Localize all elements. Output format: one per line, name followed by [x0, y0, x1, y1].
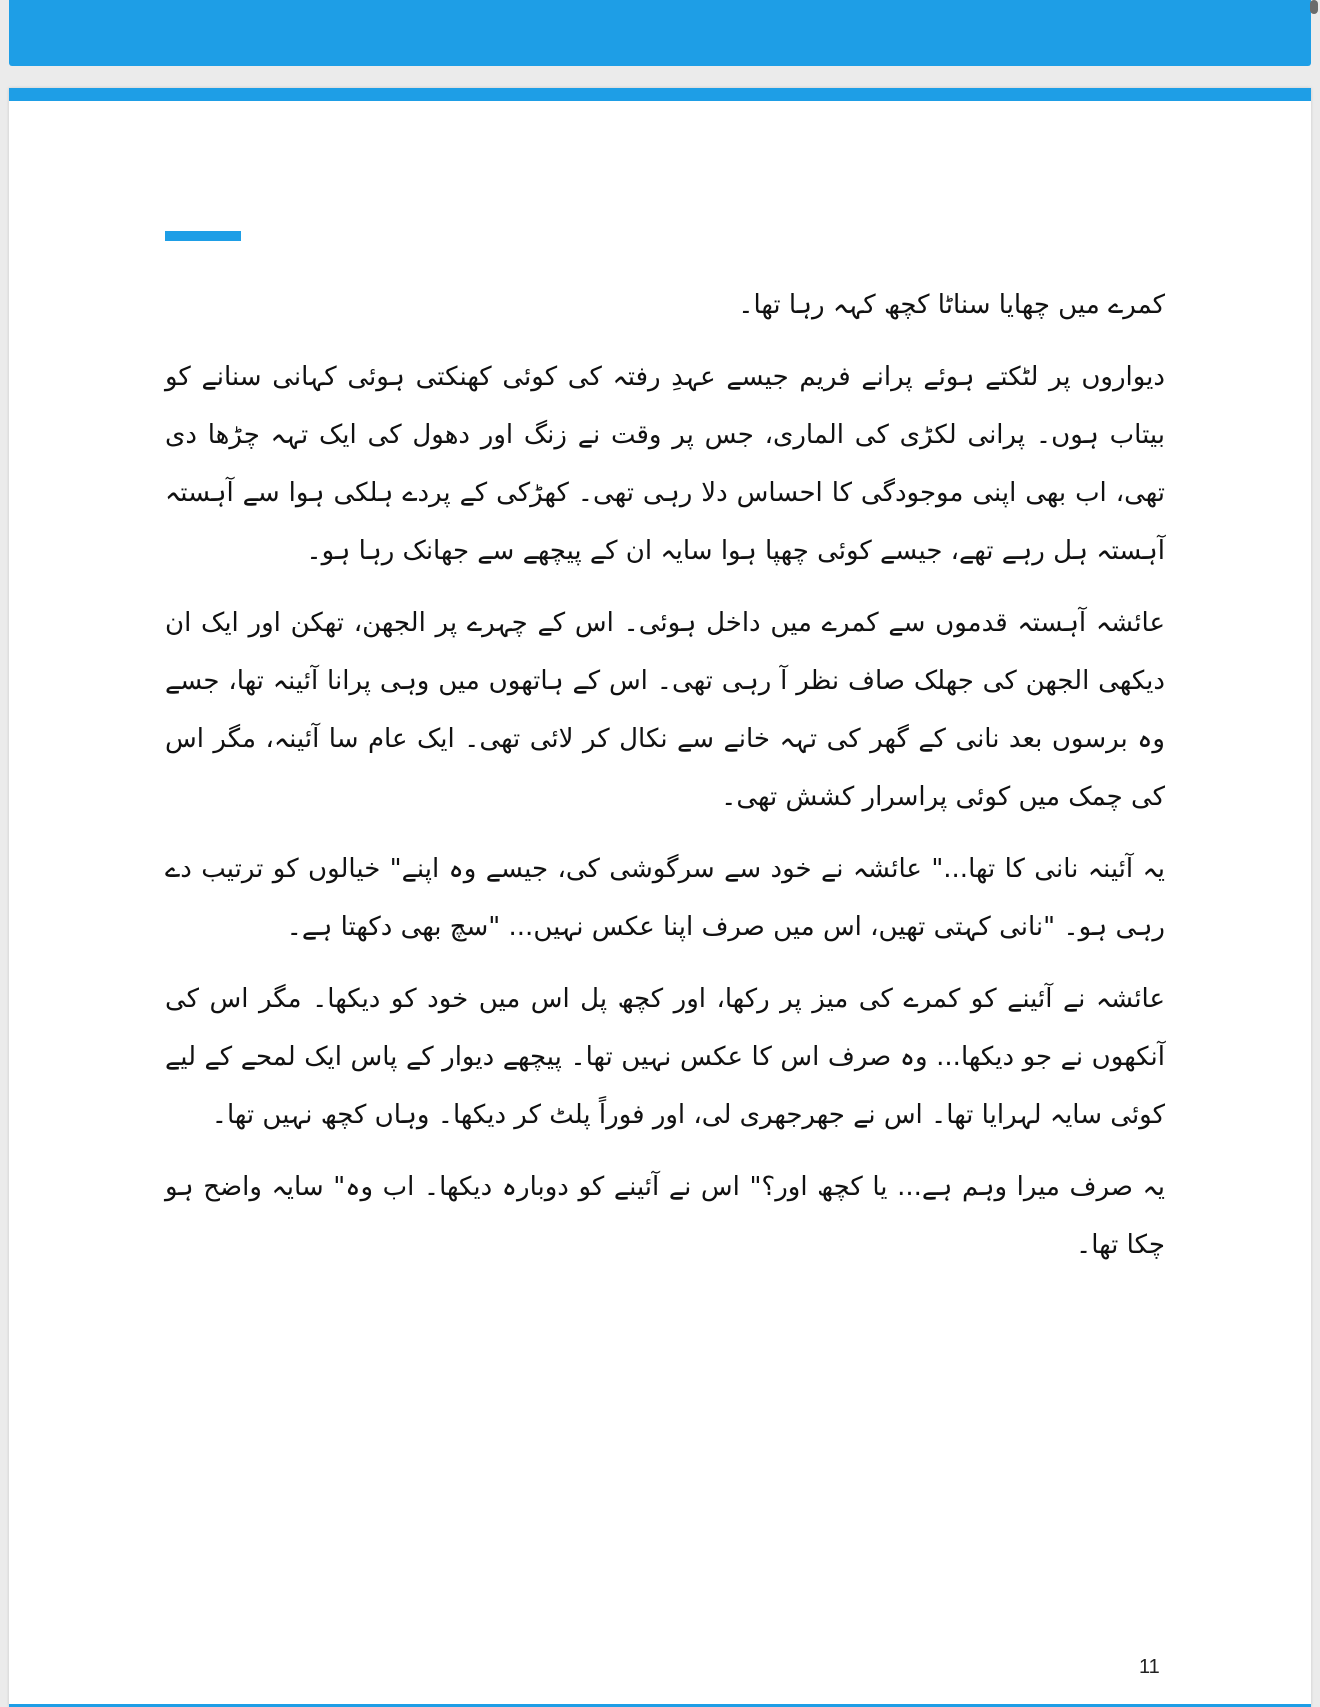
- scroll-indicator[interactable]: [1310, 0, 1318, 14]
- paragraph: عائشہ آہستہ قدموں سے کمرے میں داخل ہوئی۔ اس کے چہرے پر الجھن، تھکن اور ایک ان دیکھی الجھن کی جھلک صاف نظر آ رہی تھی۔ اس کے ہاتھوں میں وہی پرانا آئینہ تھا، جسے وہ برسوں بعد نانی کے گھر کی تہہ خانے سے نکال کر لائی تھی۔ ایک عام سا آئینہ، مگر اس کی چمک میں کوئی پراسرار کشش تھی۔: [165, 608, 1165, 812]
- page-top-accent-bar: [9, 88, 1311, 101]
- paragraph: کمرے میں چھایا سناٹا کچھ کہہ رہا تھا۔: [738, 290, 1165, 320]
- page-number: 11: [1139, 1656, 1160, 1678]
- paragraph: یہ صرف میرا وہم ہے... یا کچھ اور؟" اس نے آئینے کو دوبارہ دیکھا۔ اب وہ" سایہ واضح ہو چکا تھا۔: [165, 1172, 1165, 1260]
- paragraph: عائشہ نے آئینے کو کمرے کی میز پر رکھا، اور کچھ پل اس میں خود کو دیکھا۔ مگر اس کی آنکھوں نے جو دیکھا... وہ صرف اس کا عکس نہیں تھا۔ پیچھے دیوار کے پاس ایک لمحے کے لیے کوئی سایہ لہرایا تھا۔ اس نے جھرجھری لی، اور فوراً پلٹ کر دیکھا۔ وہاں کچھ نہیں تھا۔: [165, 984, 1165, 1130]
- paragraph: دیواروں پر لٹکتے ہوئے پرانے فریم جیسے عہدِ رفتہ کی کوئی کھنکتی ہوئی کہانی سنانے کو بیتاب ہوں۔ پرانی لکڑی کی الماری، جس پر وقت نے زنگ اور دھول کی ایک تہہ چڑھا دی تھی، اب بھی اپنی موجودگی کا احساس دلا رہی تھی۔ کھڑکی کے پردے ہلکی ہوا سے آہستہ آہستہ ہل رہے تھے، جیسے کوئی چھپا ہوا سایہ ان کے پیچھے سے جھانک رہا ہو۔: [165, 362, 1165, 566]
- document-page: [9, 88, 1311, 1707]
- paragraph: یہ آئینہ نانی کا تھا..." عائشہ نے خود سے سرگوشی کی، جیسے وہ اپنے" خیالوں کو ترتیب دے رہی ہو۔ "نانی کہتی تھیں، اس میں صرف اپنا عکس نہیں... "سچ بھی دکھتا ہے۔: [165, 854, 1165, 942]
- heading-accent-dash: [165, 231, 241, 241]
- top-header-bar: [9, 0, 1311, 66]
- story-text: [165, 276, 1165, 1288]
